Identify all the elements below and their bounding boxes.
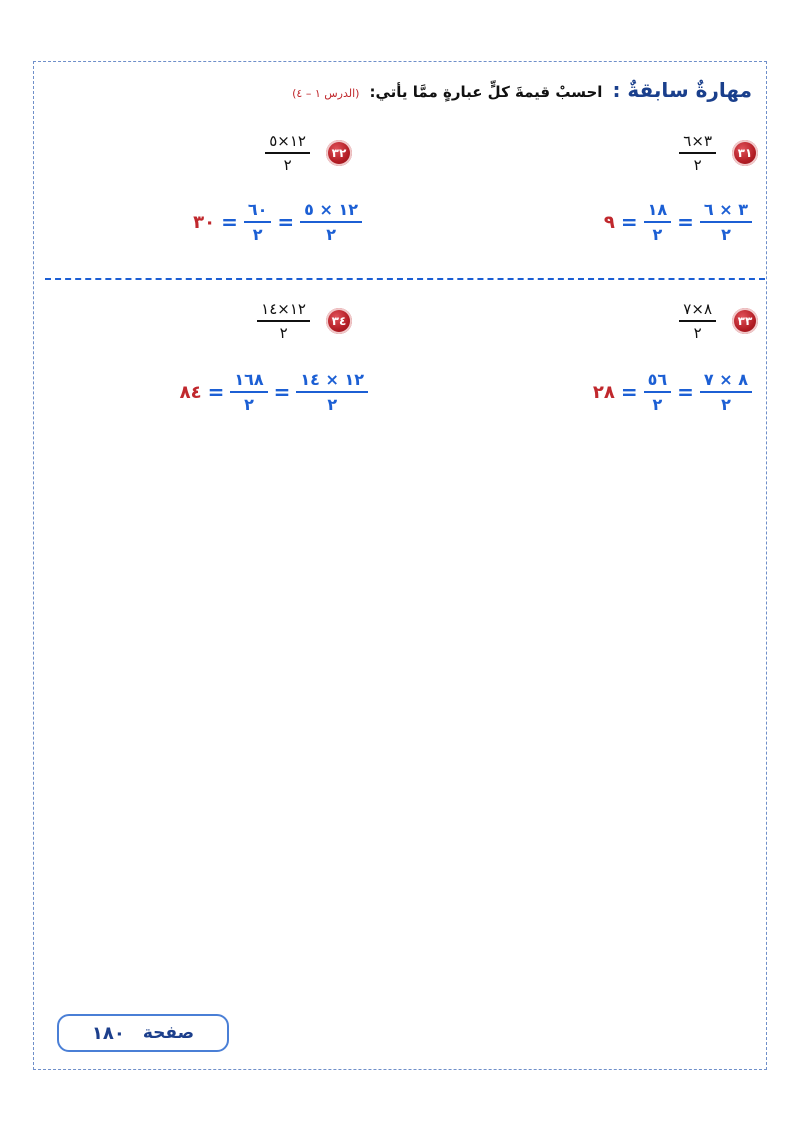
solution-33 [593,370,752,414]
page-number: ١٨٠ [91,1022,125,1044]
page-number-box [57,1014,229,1052]
equals-sign: = [620,210,638,234]
instruction-text: احسبْ قيمةَ كلٍّ عبارةٍ ممَّا يأتي: [369,83,603,101]
solution-intermediate [644,370,672,414]
problem-number-badge: ٣٤ [326,308,352,334]
product-numerator: ٣ × ٦ [700,200,752,223]
intermediate-denominator: ٢ [244,395,254,414]
problem-number-badge: ٣٢ [326,140,352,166]
equals-sign: = [273,380,291,404]
product-denominator: ٢ [721,225,731,244]
intermediate-numerator: ١٨ [644,200,672,223]
equals-sign: = [620,380,638,404]
intermediate-numerator: ٦٠ [244,200,272,223]
equals-sign: = [207,380,225,404]
product-denominator: ٢ [721,395,731,414]
intermediate-denominator: ٢ [652,225,663,244]
expression-numerator: ٣×٦ [679,132,716,154]
equals-sign: = [221,210,238,234]
section-header [292,78,752,102]
section-divider [45,278,765,280]
intermediate-numerator: ١٦٨ [230,370,267,393]
problem-expression [257,300,310,342]
lesson-reference: (الدرس ١ – ٤) [292,87,360,100]
expression-denominator: ٢ [283,156,292,174]
problem-number-badge: ٣١ [732,140,758,166]
problem-expression [679,300,716,342]
expression-denominator: ٢ [279,324,288,342]
problem-33 [679,300,758,342]
expression-denominator: ٢ [693,324,702,342]
product-numerator: ١٢ × ٥ [300,200,362,223]
product-denominator: ٢ [327,395,338,414]
expression-numerator: ١٢×١٤ [257,300,310,322]
solution-intermediate [244,200,272,244]
solution-answer: ٩ [603,211,615,233]
problem-expression [679,132,716,174]
solution-intermediate [230,370,267,414]
solution-product [700,370,752,414]
solution-product [700,200,752,244]
solution-31 [604,200,752,244]
solution-intermediate [644,200,672,244]
intermediate-denominator: ٢ [652,395,663,414]
solution-product [300,200,362,244]
problem-expression [265,132,310,174]
problem-32 [265,132,352,174]
equals-sign: = [277,210,295,234]
intermediate-denominator: ٢ [252,225,263,244]
solution-34 [180,370,368,414]
solution-32 [193,200,362,244]
problem-number-badge: ٣٣ [732,308,758,334]
skill-title: مهارةٌ سابقةٌ : [612,78,752,102]
problem-31 [679,132,758,174]
product-numerator: ١٢ × ١٤ [296,370,368,393]
expression-numerator: ١٢×٥ [265,132,310,154]
product-denominator: ٢ [326,225,336,244]
page-label: صفحة [142,1023,195,1043]
problem-34 [257,300,352,342]
intermediate-numerator: ٥٦ [644,370,672,393]
solution-answer: ٢٨ [592,381,615,403]
expression-numerator: ٨×٧ [679,300,716,322]
product-numerator: ٨ × ٧ [700,370,752,393]
solution-answer: ٨٤ [179,381,202,403]
equals-sign: = [677,210,694,234]
solution-answer: ٣٠ [193,211,216,233]
equals-sign: = [677,380,694,404]
solution-product [296,370,368,414]
expression-denominator: ٢ [693,156,702,174]
